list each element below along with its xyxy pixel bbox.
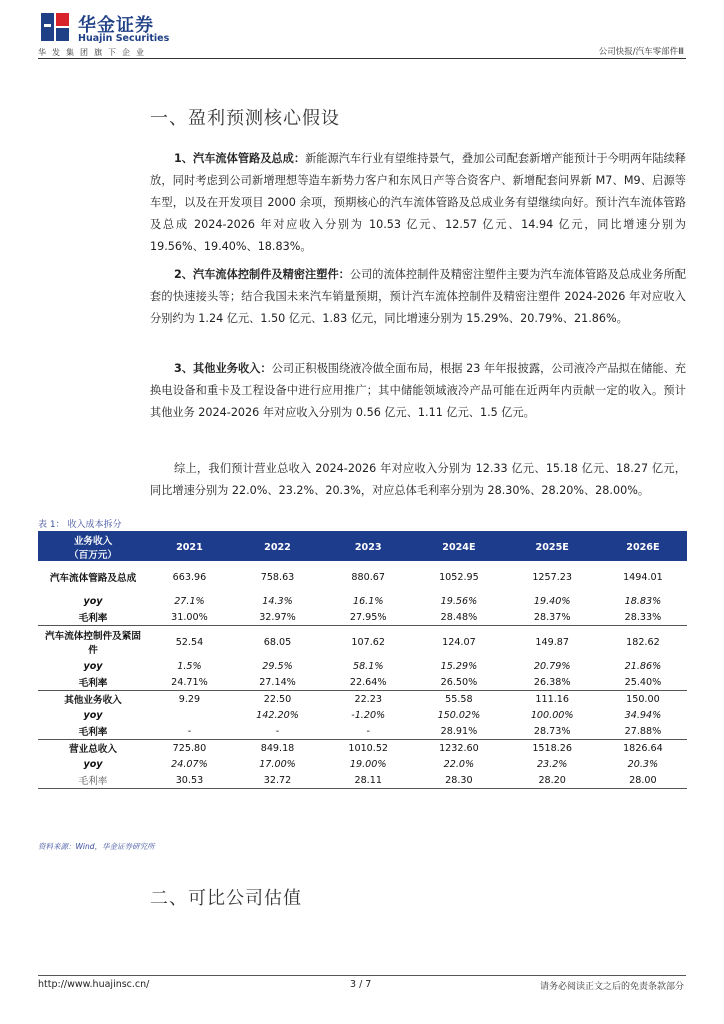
- table-cell: 725.80: [172, 742, 207, 754]
- table-cell: 14.3%: [262, 595, 293, 607]
- table-cell: 22.64%: [324, 674, 412, 691]
- table-cell: 29.5%: [262, 660, 293, 672]
- table-cell: 22.50: [263, 693, 292, 705]
- table-cell: 1826.64: [623, 742, 663, 754]
- footer-website-link[interactable]: http://www.huajinsc.cn/: [38, 979, 150, 990]
- company-logo: [38, 10, 168, 44]
- table-cell: 20.79%: [533, 660, 571, 672]
- table-cell: 142.20%: [256, 709, 299, 721]
- table-cell: 1518.26: [532, 742, 573, 754]
- row-label: 毛利率: [38, 609, 148, 626]
- gross-margin-row: [38, 609, 687, 626]
- table-cell: 16.1%: [352, 595, 384, 607]
- table-header-year: 2025E: [506, 532, 599, 561]
- row-label: yoy: [83, 660, 103, 672]
- table-header-year: 2026E: [599, 532, 687, 561]
- page-number: 3 / 7: [350, 979, 372, 990]
- table-cell: 1052.95: [439, 571, 479, 583]
- table-cell: 18.83%: [624, 595, 662, 607]
- table-cell: -1.20%: [351, 709, 386, 721]
- table-header-label: 业务收入 （百万元）: [38, 532, 148, 561]
- table-cell: 107.62: [351, 636, 385, 648]
- paragraph-lead: 3、其他业务收入：: [174, 362, 272, 375]
- table-cell: 32.97%: [231, 609, 324, 626]
- revenue-row: [38, 626, 687, 659]
- paragraph-fluid-control: [150, 264, 686, 330]
- row-label: 汽车流体控制件及紧固件: [45, 631, 141, 656]
- table-cell: 30.53: [148, 772, 231, 789]
- table-cell: 21.86%: [624, 660, 662, 672]
- footer-disclaimer: 请务必阅读正文之后的免责条款部分: [539, 982, 684, 992]
- table-cell: -: [148, 723, 231, 740]
- logo-chinese-name: 华金证券: [78, 15, 154, 36]
- table-cell: 1010.52: [348, 742, 389, 754]
- table-caption: 表 1： 收入成本拆分: [38, 520, 122, 530]
- table-cell: 28.11: [324, 772, 412, 789]
- table-cell: 28.91%: [412, 723, 505, 740]
- table-cell: 19.40%: [533, 595, 571, 607]
- table-cell: 100.00%: [530, 709, 574, 721]
- table-cell: 24.07%: [171, 758, 208, 770]
- table-cell: 1232.60: [439, 742, 479, 754]
- table-cell: 31.00%: [148, 609, 231, 626]
- paragraph-fluid-pipeline: [150, 148, 686, 258]
- table-cell: 124.07: [442, 636, 476, 648]
- yoy-row: [38, 658, 687, 674]
- revenue-row: [38, 691, 687, 708]
- table-cell: [148, 707, 231, 723]
- row-label: 毛利率: [38, 674, 148, 691]
- table-cell: 1257.23: [532, 571, 573, 583]
- table-cell: 149.87: [535, 636, 569, 648]
- row-label: 毛利率: [38, 772, 148, 789]
- table-cell: 19.56%: [440, 595, 478, 607]
- table-cell: 28.73%: [506, 723, 599, 740]
- table-cell: 28.37%: [506, 609, 599, 626]
- huajin-logo-icon: [38, 10, 72, 44]
- table-cell: 28.00: [599, 772, 687, 789]
- table-cell: 22.0%: [443, 758, 475, 770]
- table-source: 资料来源：Wind，华金证券研究所: [38, 842, 155, 851]
- row-label: 其他业务收入: [64, 695, 122, 706]
- row-label: yoy: [83, 758, 103, 770]
- gross-margin-row: [38, 674, 687, 691]
- table-cell: 26.38%: [506, 674, 599, 691]
- table-cell: 1.5%: [177, 660, 202, 672]
- paragraph-lead: 2、汽车流体控制件及精密注塑件：: [174, 268, 350, 281]
- table-header-year: 2024E: [412, 532, 505, 561]
- table-cell: 32.72: [231, 772, 324, 789]
- table-cell: 20.3%: [627, 758, 659, 770]
- table-cell: 182.62: [626, 636, 660, 648]
- table-cell: 28.33%: [599, 609, 687, 626]
- paragraph-text: 公司的流体控制件及精密注塑件主要为汽车流体管路及总成业务所配套的快速接头等；结合我国未来汽车销量预期，预计汽车流体控制件及精密注塑件 2024-2026 年对应收入分别约为 1.24 亿元、1.50 亿元、1.83 亿元，同比增速分别为 15.29%、20.79%、21.86%。: [150, 268, 686, 325]
- table-cell: 28.20: [506, 772, 599, 789]
- row-label: yoy: [83, 709, 103, 721]
- yoy-row: [38, 707, 687, 723]
- paragraph-text: 综上，我们预计营业总收入 2024-2026 年对应收入分别为 12.33 亿元、15.18 亿元、18.27 亿元，同比增速分别为 22.0%、23.2%、20.3%，对应总体毛利率分别为 28.30%、28.20%、28.00%。: [150, 462, 686, 497]
- paragraph-text: 新能源汽车行业有望维持景气，叠加公司配套新增产能预计于今明两年陆续释放，同时考虑到公司新增理想等造车新势力客户和东风日产等合资客户、新增配套问界新 M7、M9、启源等车型，以及在开发项目 2000 余项，预期核心的汽车流体管路及总成业务有望继续向好。预计汽车流体管路及总成 2024-2026 年对应收入分别为 10.53 亿元、12.57 亿元、14.94 亿元，同比增速分别为 19.56%、19.40%、18.83%。: [150, 152, 686, 253]
- paragraph-other-business: [150, 358, 686, 424]
- table-cell: 111.16: [535, 693, 569, 705]
- table-cell: 26.50%: [412, 674, 505, 691]
- section-title-comparable-valuation: 二、可比公司估值: [150, 888, 302, 909]
- table-cell: 58.1%: [352, 660, 384, 672]
- paragraph-text: 公司正积极围绕液冷做全面布局，根据 23 年年报披露，公司液冷产品拟在储能、充换电设备和重卡及工程设备中进行应用推广；其中储能领域液冷产品可能在近两年内贡献一定的收入。预计其他业务 2024-2026 年对应收入分别为 0.56 亿元、1.11 亿元、1.5 亿元。: [150, 362, 686, 419]
- table-cell: 24.71%: [148, 674, 231, 691]
- row-label: 营业总收入: [69, 744, 117, 755]
- table-cell: 23.2%: [536, 758, 568, 770]
- table-cell: 28.48%: [412, 609, 505, 626]
- table-cell: 150.02%: [437, 709, 481, 721]
- table-cell: 27.95%: [324, 609, 412, 626]
- yoy-row: [38, 756, 687, 772]
- revenue-row: [38, 740, 687, 757]
- header-divider: [38, 58, 686, 59]
- row-label: 汽车流体管路及总成: [49, 573, 137, 584]
- table-cell: 19.00%: [349, 758, 387, 770]
- table-cell: 68.05: [263, 636, 292, 648]
- table-cell: 22.23: [354, 693, 382, 705]
- table-header-year: 2023: [324, 532, 412, 561]
- paragraph-summary: [150, 458, 686, 502]
- table-cell: 880.67: [351, 571, 385, 583]
- table-cell: 28.30: [412, 772, 505, 789]
- report-type: 公司快报/汽车零部件Ⅲ: [598, 47, 684, 57]
- logo-english-name: Huajin Securities: [78, 33, 170, 44]
- revenue-row: [38, 561, 687, 593]
- table-cell: 27.88%: [599, 723, 687, 740]
- row-label: 毛利率: [38, 723, 148, 740]
- yoy-row: [38, 593, 687, 609]
- table-cell: 27.14%: [231, 674, 324, 691]
- table-cell: 17.00%: [259, 758, 296, 770]
- table-cell: 9.29: [178, 693, 201, 705]
- gross-margin-row: [38, 723, 687, 740]
- company-tagline: 华发集团旗下企业: [38, 48, 150, 57]
- table-cell: 849.18: [260, 742, 295, 754]
- table-header-year: 2021: [148, 532, 231, 561]
- table-cell: 34.94%: [624, 709, 662, 721]
- paragraph-lead: 1、汽车流体管路及总成：: [174, 152, 306, 165]
- table-cell: 52.54: [175, 636, 204, 648]
- table-cell: 25.40%: [599, 674, 687, 691]
- table-cell: -: [231, 723, 324, 740]
- table-cell: 150.00: [626, 693, 660, 705]
- table-cell: 55.58: [445, 693, 473, 705]
- table-cell: 27.1%: [174, 595, 205, 607]
- gross-margin-row: [38, 772, 687, 789]
- section-title-earnings-assumptions: 一、盈利预测核心假设: [150, 108, 340, 129]
- table-cell: 15.29%: [440, 660, 478, 672]
- table-cell: 663.96: [172, 571, 207, 583]
- table-cell: 758.63: [260, 571, 295, 583]
- table-cell: -: [324, 723, 412, 740]
- revenue-cost-table: [38, 531, 687, 789]
- table-cell: 1494.01: [623, 571, 663, 583]
- footer-divider: [38, 975, 686, 976]
- row-label: yoy: [83, 595, 103, 607]
- table-header-year: 2022: [231, 532, 324, 561]
